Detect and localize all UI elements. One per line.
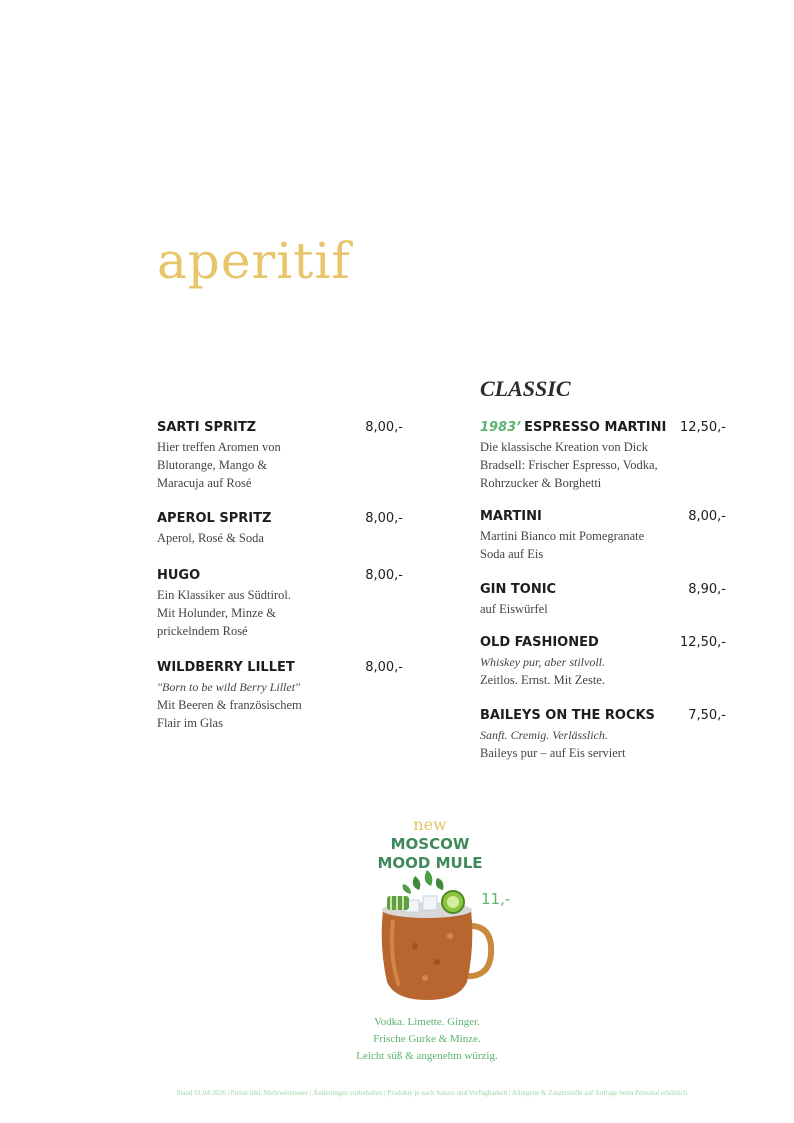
menu-item-baileys-on-the-rocks — [480, 708, 726, 762]
item-price: 8,00,- — [365, 511, 403, 526]
item-description — [480, 671, 660, 689]
mug-body — [382, 910, 473, 1000]
item-name: OLD FASHIONED — [480, 635, 599, 650]
copper-mug-cocktail-icon — [375, 866, 500, 1006]
item-description — [480, 600, 660, 618]
desc-line: Frische Gurke & Minze. — [373, 1033, 481, 1045]
item-price: 7,50,- — [688, 708, 726, 723]
mint-leaf — [413, 876, 421, 890]
desc-line: Mit Beeren & französischem — [157, 698, 302, 712]
item-description — [480, 438, 660, 492]
featured-drink-description — [327, 1014, 527, 1065]
item-name: MARTINI — [480, 509, 542, 524]
new-label: new — [413, 815, 447, 834]
menu-item-old-fashioned — [480, 635, 726, 689]
item-description — [157, 586, 317, 640]
item-price: 8,00,- — [365, 568, 403, 583]
item-description — [157, 438, 317, 492]
item-price: 8,00,- — [365, 420, 403, 435]
desc-line: Mit Holunder, Minze & — [157, 606, 276, 620]
menu-item-aperol-spritz — [157, 511, 403, 547]
desc-line: prickelndem Rosé — [157, 624, 248, 638]
item-name: WILDBERRY LILLET — [157, 660, 295, 675]
item-description — [480, 527, 660, 563]
desc-line: Baileys pur – auf Eis serviert — [480, 746, 626, 760]
item-tagline: Sanft. Cremig. Verlässlich. — [480, 728, 608, 742]
item-description — [157, 529, 317, 547]
desc-line: Die klassische Kreation von Dick — [480, 440, 649, 454]
desc-line: Vodka. Limette. Ginger. — [374, 1016, 480, 1028]
item-price: 12,50,- — [679, 635, 726, 650]
mug-hammered-dot — [422, 975, 428, 981]
mint-leaf — [403, 884, 411, 894]
desc-line: Leicht süß & angenehm würzig. — [356, 1050, 498, 1062]
item-name: APEROL SPRITZ — [157, 511, 272, 526]
desc-line: Martini Bianco mit Pomegranate — [480, 529, 645, 543]
page-title: aperitif — [157, 232, 351, 290]
item-name: HUGO — [157, 568, 201, 583]
item-price: 8,00,- — [688, 509, 726, 524]
desc-line: Rohrzucker & Borghetti — [480, 476, 602, 490]
menu-item-sarti-spritz — [157, 420, 403, 492]
item-tagline: Whiskey pur, aber stilvoll. — [480, 655, 605, 669]
menu-item-wildberry-lillet — [157, 660, 403, 732]
item-price: 8,00,- — [365, 660, 403, 675]
desc-line: Zeitlos. Ernst. Mit Zeste. — [480, 673, 605, 687]
mint-leaf — [425, 870, 433, 886]
section-title-classic: CLASSIC — [480, 376, 571, 401]
item-price: 12,50,- — [679, 420, 726, 435]
item-price: 8,90,- — [688, 582, 726, 597]
lime-pulp — [447, 896, 459, 908]
menu-item-hugo — [157, 568, 403, 640]
desc-line: Aperol, Rosé & Soda — [157, 531, 264, 545]
menu-item-espresso-martini — [480, 420, 726, 492]
featured-drink-price: 11,- — [481, 890, 511, 908]
item-description — [480, 744, 660, 762]
featured-drink — [330, 815, 530, 873]
desc-line: Blutorange, Mango & — [157, 458, 268, 472]
menu-item-gin-tonic — [480, 582, 726, 618]
footer-note: Stand 01.04.2026 | Preise inkl. Mehrwertsteuer | Änderungen vorbehalten | Produkte je nach Saison und Verfügbarkeit | Allergene & Zusatzstoffe auf Anfrage beim Personal erhältlich — [176, 1089, 688, 1097]
featured-drink-name-line2: MOOD MULE — [377, 854, 483, 872]
desc-line: Soda auf Eis — [480, 547, 544, 561]
item-description — [157, 696, 317, 732]
menu-item-martini — [480, 509, 726, 563]
mug-hammered-dot — [447, 933, 453, 939]
desc-line: Ein Klassiker aus Südtirol. — [157, 588, 292, 602]
item-name — [480, 420, 666, 435]
mint-leaf — [436, 878, 444, 890]
mug-hammered-dot — [412, 943, 418, 949]
item-tagline: "Born to be wild Berry Lillet" — [157, 680, 301, 694]
mug-hammered-dot — [434, 959, 440, 965]
ice-cube — [423, 896, 437, 910]
desc-line: auf Eiswürfel — [480, 602, 548, 616]
desc-line: Hier treffen Aromen von — [157, 440, 281, 454]
item-year: 1983’ — [480, 420, 522, 435]
desc-line: Bradsell: Frischer Espresso, Vodka, — [480, 458, 658, 472]
desc-line: Maracuja auf Rosé — [157, 476, 252, 490]
item-name: GIN TONIC — [480, 582, 557, 597]
featured-drink-name-line1: MOSCOW — [390, 835, 470, 853]
item-name-text: ESPRESSO MARTINI — [524, 420, 667, 435]
desc-line: Flair im Glas — [157, 716, 223, 730]
item-name: BAILEYS ON THE ROCKS — [480, 708, 655, 723]
item-name: SARTI SPRITZ — [157, 420, 257, 435]
